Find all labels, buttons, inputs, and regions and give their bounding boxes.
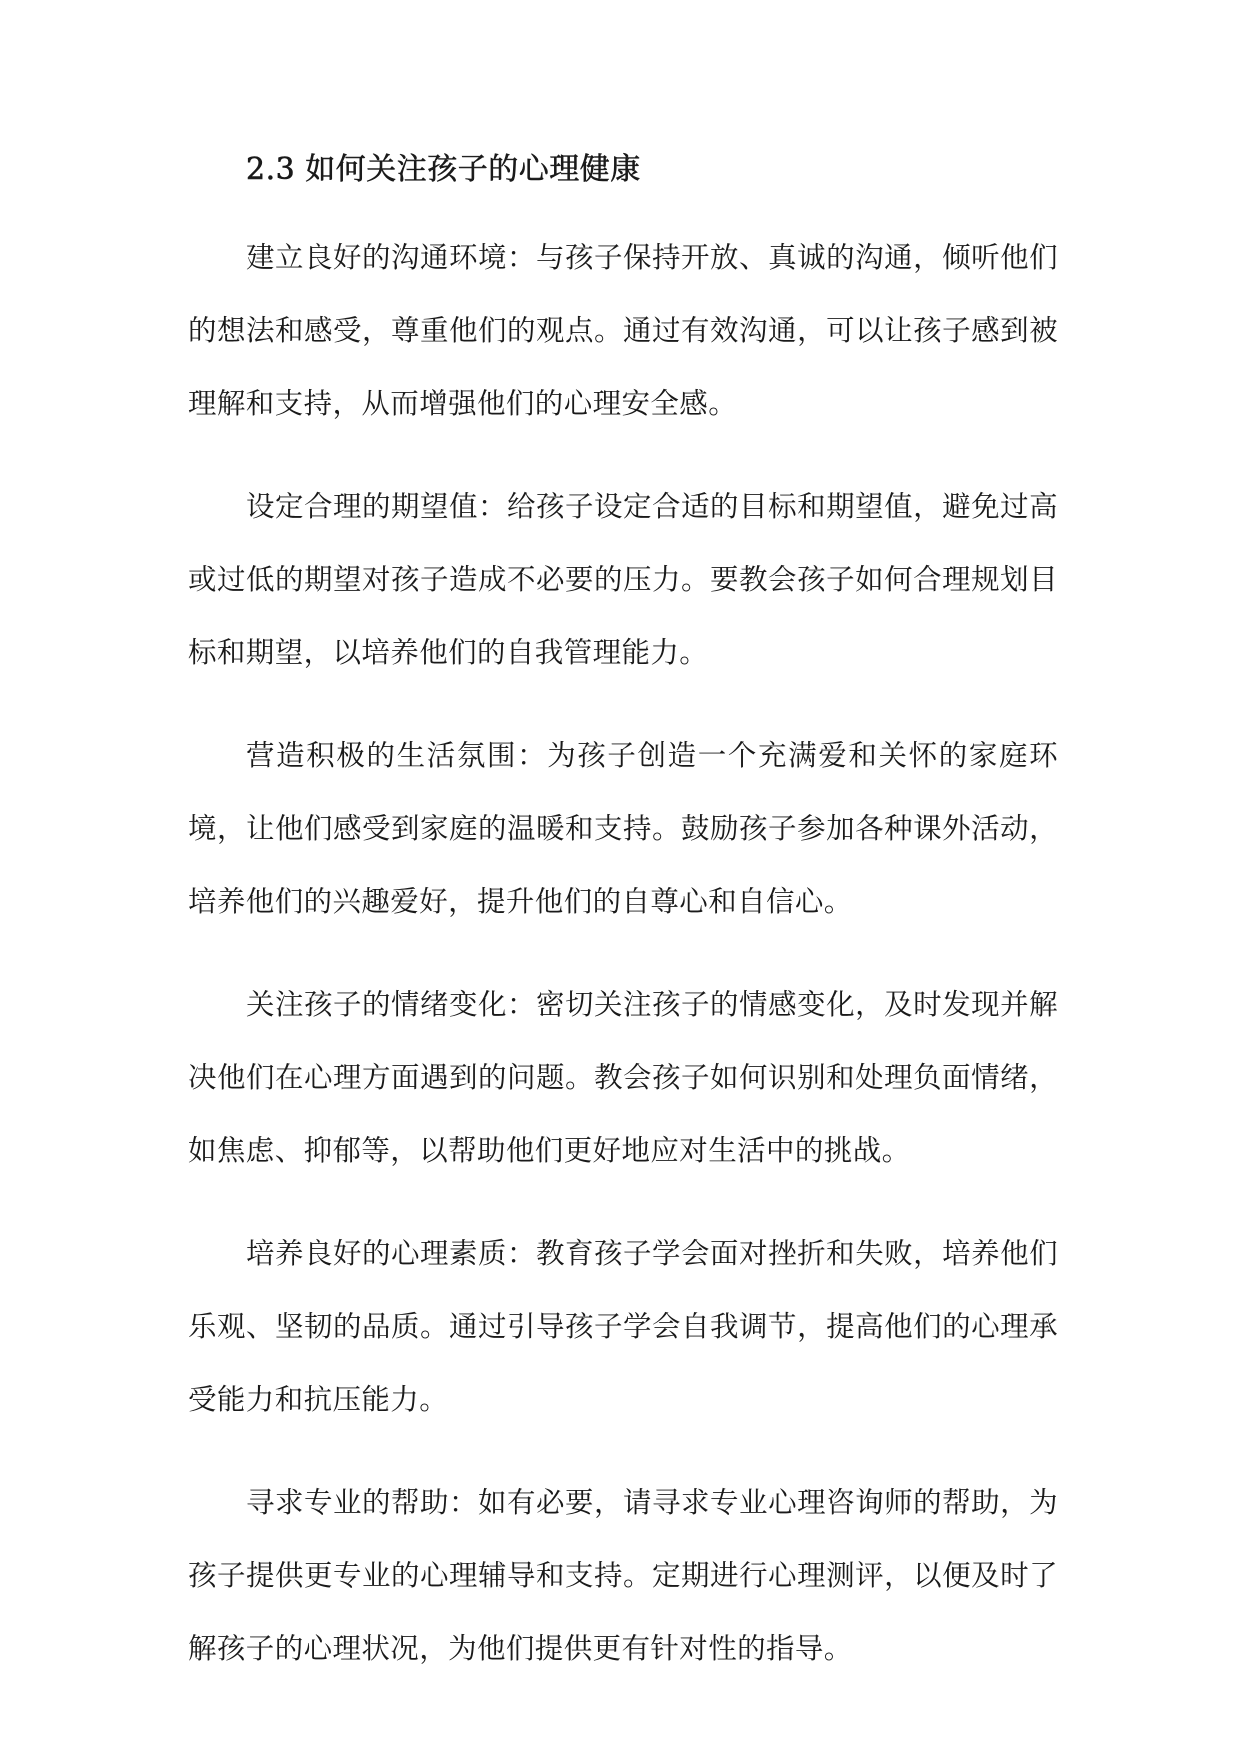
paragraph-atmosphere: 营造积极的生活氛围：为孩子创造一个充满爱和关怀的家庭环境，让他们感受到家庭的温暖和支持。鼓励孩子参加各种课外活动，培养他们的兴趣爱好，提升他们的自尊心和自信心。 — [188, 739, 1058, 918]
paragraph-professional-help: 寻求专业的帮助：如有必要，请寻求专业心理咨询师的帮助，为孩子提供更专业的心理辅导和支持。定期进行心理测评，以便及时了解孩子的心理状况，为他们提供更有针对性的指导。 — [188, 1486, 1058, 1665]
section-heading: 2.3 如何关注孩子的心理健康 — [246, 152, 641, 187]
paragraph-resilience: 培养良好的心理素质：教育孩子学会面对挫折和失败，培养他们乐观、坚韧的品质。通过引导孩子学会自我调节，提高他们的心理承受能力和抗压能力。 — [188, 1237, 1058, 1416]
paragraph-communication: 建立良好的沟通环境：与孩子保持开放、真诚的沟通，倾听他们的想法和感受，尊重他们的观点。通过有效沟通，可以让孩子感到被理解和支持，从而增强他们的心理安全感。 — [188, 241, 1058, 420]
document-body — [188, 148, 1058, 1685]
paragraph-expectations: 设定合理的期望值：给孩子设定合适的目标和期望值，避免过高或过低的期望对孩子造成不必要的压力。要教会孩子如何合理规划目标和期望，以培养他们的自我管理能力。 — [188, 490, 1058, 669]
paragraph-emotions: 关注孩子的情绪变化：密切关注孩子的情感变化，及时发现并解决他们在心理方面遇到的问题。教会孩子如何识别和处理负面情绪，如焦虑、抑郁等，以帮助他们更好地应对生活中的挑战。 — [188, 988, 1058, 1167]
